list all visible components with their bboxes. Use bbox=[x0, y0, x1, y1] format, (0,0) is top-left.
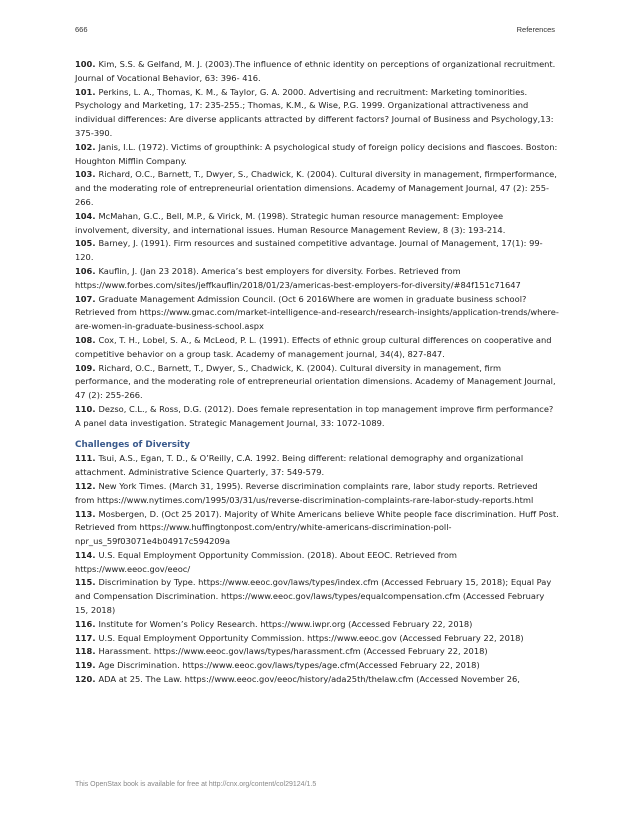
reference-item bbox=[75, 576, 559, 617]
reference-text: U.S. Equal Employment Opportunity Commission. https://www.eeoc.gov (Accessed February 22, 2018) bbox=[98, 632, 524, 643]
reference-text: Harassment. https://www.eeoc.gov/laws/types/harassment.cfm (Accessed February 22, 2018) bbox=[98, 646, 488, 657]
reference-number: 100. bbox=[75, 59, 96, 69]
reference-text: U.S. Equal Employment Opportunity Commission. (2018). About EEOC. Retrieved from https://www.eeoc.gov/eeoc/ bbox=[75, 549, 457, 574]
reference-item bbox=[75, 618, 559, 632]
reference-number: 114. bbox=[75, 549, 96, 560]
reference-number: 101. bbox=[75, 86, 96, 97]
reference-text: Discrimination by Type. https://www.eeoc.gov/laws/types/index.cfm (Accessed February 15, 2018); Equal Pay and Compensation Discrimination. https://www.eeoc.gov/laws/types/equalcompensation.cfm (Accessed February 15, 2018) bbox=[75, 577, 552, 616]
reference-item bbox=[75, 362, 559, 403]
reference-item bbox=[75, 293, 559, 334]
reference-number: 120. bbox=[75, 674, 96, 685]
reference-text: New York Times. (March 31, 1995). Reverse discrimination complaints rare, labor study reports. Retrieved from https://www.nytimes.com/1995/03/31/us/reverse-discrimination-complaints-rare-labor-study-reports.html bbox=[75, 480, 538, 505]
reference-text: Barney, J. (1991). Firm resources and sustained competitive advantage. Journal of Management, 17(1): 99-120. bbox=[75, 238, 543, 263]
reference-number: 107. bbox=[75, 293, 96, 304]
reference-text: Janis, I.L. (1972). Victims of groupthink: A psychological study of foreign policy decisions and fiascoes. Boston: Houghton Mifflin Company. bbox=[75, 141, 558, 166]
reference-number: 115. bbox=[75, 577, 96, 588]
reference-list bbox=[75, 452, 559, 687]
reference-number: 119. bbox=[75, 660, 96, 671]
reference-number: 108. bbox=[75, 334, 96, 345]
reference-number: 103. bbox=[75, 169, 96, 180]
header-section-title: References bbox=[516, 25, 555, 34]
reference-text: Cox, T. H., Lobel, S. A., & McLeod, P. L. (1991). Effects of ethnic group cultural differences on cooperative and competitive behavior on a group task. Academy of management journal, 34(4), 827-847. bbox=[75, 334, 552, 359]
reference-number: 109. bbox=[75, 362, 96, 373]
reference-number: 104. bbox=[75, 210, 96, 221]
reference-number: 111. bbox=[75, 453, 96, 464]
reference-item bbox=[75, 58, 559, 86]
reference-text: Mosbergen, D. (Oct 25 2017). Majority of White Americans believe White people face discrimination. Huff Post. Retrieved from https://www.huffingtonpost.com/entry/white-americans-discrimination-poll-npr_us_59f03071e4b04917c594209a bbox=[75, 508, 559, 547]
references-content bbox=[75, 58, 559, 687]
reference-number: 105. bbox=[75, 238, 96, 249]
reference-text: Richard, O.C., Barnett, T., Dwyer, S., Chadwick, K. (2004). Cultural diversity in management, firm performance, and the moderating role of entrepreneurial orientation dimensions. Academy of Management Journal, 47 (2): 255-266. bbox=[75, 362, 556, 401]
reference-item bbox=[75, 168, 559, 209]
reference-text: Perkins, L. A., Thomas, K. M., & Taylor, G. A. 2000. Advertising and recruitment: Marketing tominorities. Psychology and Marketing, 17: 235-255.; Thomas, K.M., & Wise, P.G. 1999. Organizational attractiveness and individual differences: Are diverse applicants attracted by different factors? Journal of Business and Psychology,13: 375-390. bbox=[75, 86, 554, 138]
reference-item bbox=[75, 632, 559, 646]
reference-text: Age Discrimination. https://www.eeoc.gov/laws/types/age.cfm(Accessed February 22, 2018) bbox=[98, 660, 480, 671]
reference-text: Graduate Management Admission Council. (Oct 6 2016Where are women in graduate business school? Retrieved from https://www.gmac.com/market-intelligence-and-research/research-insights/application-trends/where-are-women-in-graduate-business-school.aspx bbox=[75, 293, 559, 332]
page-footer: This OpenStax book is available for free at http://cnx.org/content/col29124/1.5 bbox=[75, 781, 317, 788]
reference-text: Kim, S.S. & Gelfand, M. J. (2003).The influence of ethnic identity on perceptions of organizational recruitment. Journal of Vocational Behavior, 63: 396- 416. bbox=[75, 59, 556, 83]
reference-number: 113. bbox=[75, 508, 96, 519]
reference-text: Richard, O.C., Barnett, T., Dwyer, S., Chadwick, K. (2004). Cultural diversity in management, firmperformance, and the moderating role of entrepreneurial orientation dimensions. Academy of Management Journal, 47 (2): 255-266. bbox=[75, 169, 557, 207]
reference-item bbox=[75, 452, 559, 480]
reference-number: 102. bbox=[75, 141, 96, 152]
reference-item bbox=[75, 549, 559, 577]
reference-item bbox=[75, 508, 559, 549]
reference-number: 117. bbox=[75, 632, 96, 643]
reference-item bbox=[75, 645, 559, 659]
reference-text: Dezso, C.L., & Ross, D.G. (2012). Does female representation in top management improve firm performance? A panel data investigation. Strategic Management Journal, 33: 1072-1089. bbox=[75, 403, 554, 428]
reference-item bbox=[75, 403, 559, 431]
reference-item bbox=[75, 141, 559, 169]
page-header bbox=[75, 25, 555, 37]
reference-text: Institute for Women’s Policy Research. https://www.iwpr.org (Accessed February 22, 2018) bbox=[98, 618, 473, 629]
reference-item bbox=[75, 480, 559, 508]
reference-text: Kauflin, J. (Jan 23 2018). America’s best employers for diversity. Forbes. Retrieved from https://www.forbes.com/sites/jeffkauflin/2018/01/23/americas-best-employers-for-diversity/#84f151c71647 bbox=[75, 265, 521, 290]
section-heading: Challenges of Diversity bbox=[75, 439, 190, 450]
reference-number: 116. bbox=[75, 618, 96, 629]
reference-list bbox=[75, 58, 559, 431]
reference-text: Tsui, A.S., Egan, T. D., & O’Reilly, C.A. 1992. Being different: relational demography and organizational attachment. Administrative Science Quarterly, 37: 549-579. bbox=[75, 453, 524, 478]
reference-item bbox=[75, 673, 559, 687]
page-number: 666 bbox=[75, 25, 88, 34]
reference-item bbox=[75, 265, 559, 293]
reference-number: 112. bbox=[75, 480, 96, 491]
reference-number: 110. bbox=[75, 403, 96, 414]
reference-item bbox=[75, 237, 559, 265]
reference-number: 118. bbox=[75, 646, 96, 657]
reference-text: McMahan, G.C., Bell, M.P., & Virick, M. (1998). Strategic human resource management: Employee involvement, diversity, and international issues. Human Resource Management Review, 8 (3): 193-214. bbox=[75, 210, 506, 235]
reference-text: ADA at 25. The Law. https://www.eeoc.gov/eeoc/history/ada25th/thelaw.cfm (Accessed November 26, bbox=[98, 674, 520, 685]
reference-item bbox=[75, 659, 559, 673]
reference-item bbox=[75, 86, 559, 141]
reference-number: 106. bbox=[75, 265, 96, 276]
reference-item bbox=[75, 334, 559, 362]
reference-item bbox=[75, 210, 559, 238]
